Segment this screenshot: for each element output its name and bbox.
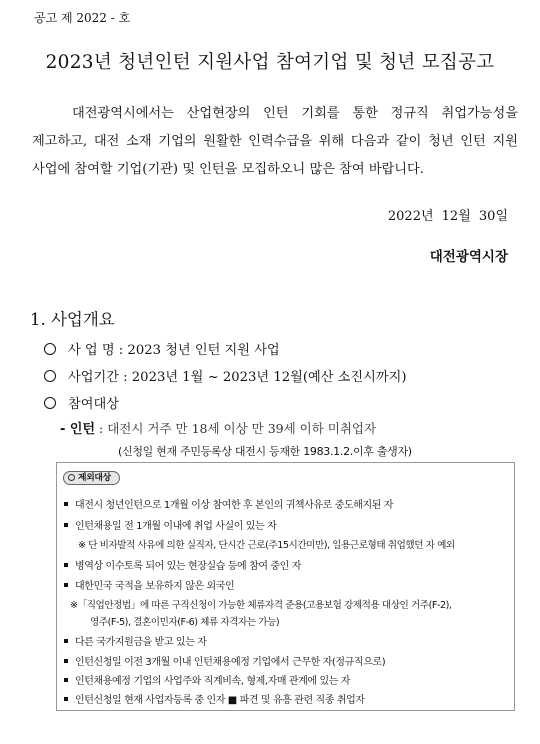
- issuer: 대전광역시장: [429, 249, 508, 265]
- exclusion-label: 제외대상: [63, 471, 120, 485]
- intern-description: : 대전시 거주 만 18세 이상 만 39세 이하 미취업자: [95, 421, 377, 436]
- exclusion-item: 인턴채용예정 기업의 사업주와 직계비속, 형제,자매 관계에 있는 자: [64, 672, 350, 687]
- intern-note: (신청일 현재 주민등록상 대전시 등재한 1983.1.2.이후 출생자): [118, 445, 412, 458]
- exclusion-note-continued: 영주(F-5), 결혼이민자(F-6) 체류 자격자는 가능): [90, 617, 280, 628]
- circle-dot-icon: [68, 474, 75, 481]
- exclusion-item: 인턴신청일 이전 3개월 이내 인턴채용예정 기업에서 근무한 자(정규직으로): [64, 653, 385, 668]
- overview-item-target: 참여대상: [44, 393, 119, 412]
- section-heading: 1. 사업개요: [30, 310, 115, 329]
- exclusion-note: ※ 단 비자발적 사유에 의한 실직자, 단시간 근로(주15시간미만), 일용근로형태 취업했던 자 예외: [78, 540, 455, 551]
- overview-item-period: 사업기간 : 2023년 1월 ~ 2023년 12월(예산 소진시까지): [44, 366, 407, 385]
- exclusion-item: 인턴채용일 전 1개월 이내에 취업 사실이 있는 자: [64, 517, 276, 532]
- square-bullet-icon: [64, 678, 68, 682]
- square-bullet-icon: [64, 502, 68, 506]
- announcement-date: 2022년 12월 30일: [387, 209, 508, 224]
- exclusion-item: 대한민국 국적을 보유하지 않은 외국인: [64, 577, 234, 592]
- intern-label: - 인턴: [60, 422, 96, 437]
- square-bullet-icon: [64, 523, 68, 527]
- exclusion-item: 인턴신청일 현재 사업자등록 중 인자 ■ 파견 및 유흥 관련 직종 취업자: [64, 691, 365, 706]
- exclusion-item: 병역상 이수토록 되어 있는 현장실습 등에 참여 중인 자: [64, 557, 301, 572]
- circle-bullet-icon: [44, 397, 56, 409]
- circle-bullet-icon: [44, 370, 56, 382]
- square-bullet-icon: [64, 639, 68, 643]
- circle-bullet-icon: [44, 343, 56, 355]
- exclusion-item: 대전시 청년인턴으로 1개월 이상 참여한 후 본인의 귀책사유로 중도해지된 자: [64, 496, 393, 511]
- square-bullet-icon: [64, 563, 68, 567]
- overview-item-project-name: 사 업 명 : 2023 청년 인턴 지원 사업: [44, 339, 280, 358]
- intro-paragraph: 대전광역시에서는 산업현장의 인턴 기회를 통한 정규직 취업가능성을 제고하고, 대전 소재 기업의 원활한 인력수급을 위해 다음과 같이 청년 인턴 지원 사업에 참여할 기업(기관) 및 인턴을 모집하오니 많은 참여 바랍니다.: [32, 106, 518, 177]
- exclusion-note: ※「직업안정법」에 따른 구직신청이 가능한 체류자격 준용(고용보험 강제적용 대상인 거주(F-2),: [70, 600, 452, 611]
- document-number: 공고 제 2022 - 호: [34, 11, 131, 25]
- square-bullet-icon: [64, 659, 68, 663]
- square-bullet-icon: [64, 697, 68, 701]
- exclusion-item: 다른 국가지원금을 받고 있는 자: [64, 633, 207, 648]
- intern-eligibility: [60, 418, 376, 437]
- page-title: 2023년 청년인턴 지원사업 참여기업 및 청년 모집공고: [45, 52, 495, 73]
- square-bullet-icon: [64, 583, 68, 587]
